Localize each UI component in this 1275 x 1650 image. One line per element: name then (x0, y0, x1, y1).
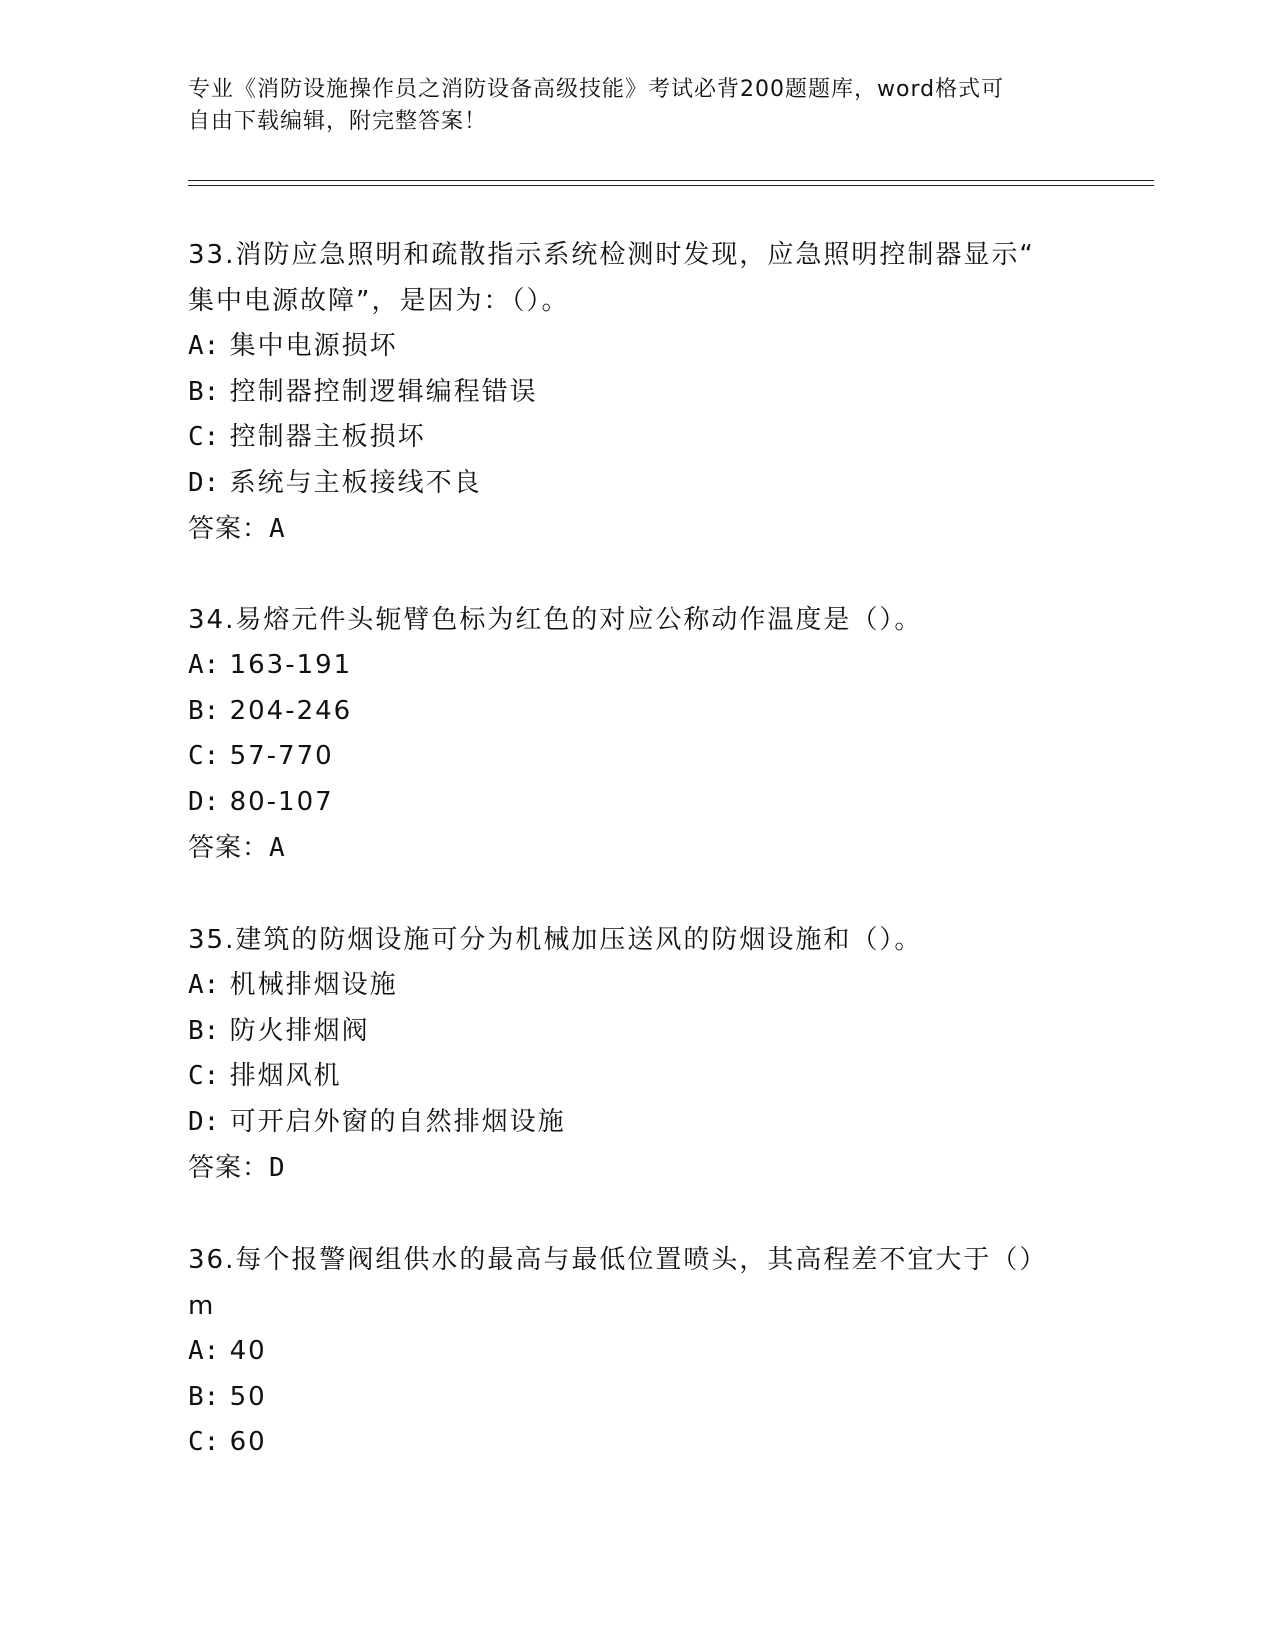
answer-label: 答案： (188, 514, 270, 544)
option-b (188, 370, 1088, 416)
option-text: 排烟风机 (229, 1061, 342, 1091)
option-text: 集中电源损坏 (229, 331, 398, 361)
option-text: 防火排烟阀 (229, 1015, 370, 1046)
option-text: 40 (229, 1336, 267, 1366)
option-letter: B: (188, 376, 220, 407)
option-text: 控制器控制逻辑编程错误 (229, 376, 538, 407)
option-d (188, 461, 1088, 507)
question-33 (188, 232, 1088, 552)
option-letter: C: (188, 1061, 220, 1091)
answer (188, 506, 1088, 552)
option-text: 可开启外窗的自然排烟设施 (229, 1106, 566, 1137)
answer-value: D (269, 1153, 286, 1183)
question-35 (188, 917, 1088, 1191)
answer-value: A (269, 833, 286, 863)
answer-label: 答案： (188, 833, 270, 863)
option-letter: D: (188, 467, 220, 498)
question-36 (188, 1237, 1088, 1466)
option-letter: A: (188, 1336, 220, 1366)
header-line-2: 自由下载编辑，附完整答案！ (188, 109, 488, 134)
option-letter: D: (188, 786, 220, 817)
question-text-line-1: 34.易熔元件头轭臂色标为红色的对应公称动作温度是（）。 (188, 605, 923, 635)
option-a (188, 643, 1088, 689)
option-letter: B: (188, 1381, 220, 1412)
option-letter: C: (188, 422, 220, 452)
document-header (188, 74, 1068, 138)
option-text: 控制器主板损坏 (229, 422, 426, 452)
option-text: 163-191 (229, 650, 353, 680)
header-divider-bottom (188, 185, 1154, 186)
option-a (188, 963, 1088, 1009)
option-a (188, 324, 1088, 370)
answer (188, 1145, 1088, 1191)
option-letter: C: (188, 741, 220, 771)
option-c (188, 1054, 1088, 1100)
question-text-line-1: 36.每个报警阀组供水的最高与最低位置喷头，其高程差不宜大于（） (188, 1245, 1048, 1275)
option-text: 机械排烟设施 (229, 970, 398, 1000)
question-text-line-1: 33.消防应急照明和疏散指示系统检测时发现，应急照明控制器显示“ (188, 240, 1035, 270)
answer (188, 825, 1088, 871)
question-text-line-2: m (188, 1291, 216, 1321)
question-34 (188, 597, 1088, 871)
option-c (188, 1420, 1088, 1466)
question-text-line-1: 35.建筑的防烟设施可分为机械加压送风的防烟设施和（）。 (188, 925, 923, 955)
option-text: 204-246 (229, 695, 353, 726)
answer-value: A (269, 514, 286, 544)
option-d (188, 1100, 1088, 1146)
option-letter: A: (188, 331, 220, 361)
option-d (188, 780, 1088, 826)
option-letter: A: (188, 650, 220, 680)
option-letter: B: (188, 695, 220, 726)
option-text: 系统与主板接线不良 (229, 467, 482, 498)
option-letter: C: (188, 1427, 220, 1457)
option-text: 60 (229, 1427, 267, 1457)
option-b (188, 1375, 1088, 1421)
option-c (188, 415, 1088, 461)
answer-label: 答案： (188, 1153, 270, 1183)
option-letter: A: (188, 970, 220, 1000)
option-b (188, 689, 1088, 735)
option-letter: D: (188, 1106, 220, 1137)
option-text: 57-770 (229, 741, 334, 771)
header-divider-top (188, 180, 1154, 181)
option-c (188, 734, 1088, 780)
option-text: 80-107 (229, 786, 334, 817)
option-text: 50 (229, 1381, 267, 1412)
option-b (188, 1009, 1088, 1055)
option-letter: B: (188, 1015, 220, 1046)
header-line-1: 专业《消防设施操作员之消防设备高级技能》考试必背200题题库，word格式可 (188, 77, 1005, 102)
question-text-line-2: 集中电源故障”，是因为：（）。 (188, 286, 570, 316)
option-a (188, 1329, 1088, 1375)
